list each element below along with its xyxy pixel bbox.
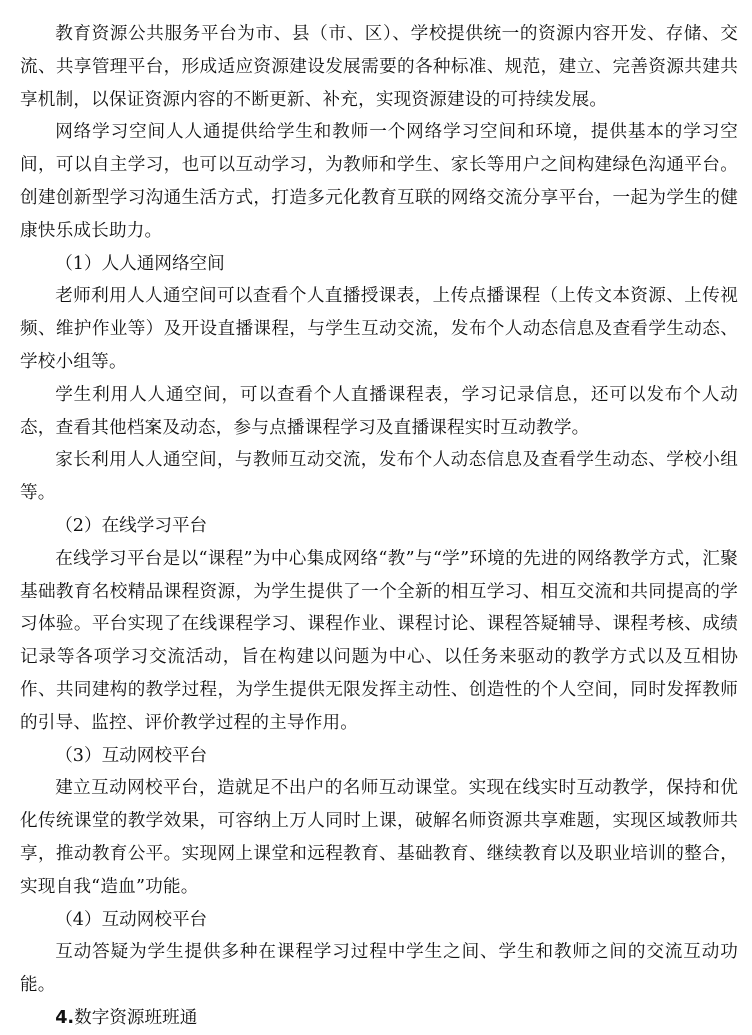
subheading-interactive-school-2: （4）互动网校平台 (55, 909, 208, 930)
paragraph-parent-usage: 家长利用人人通空间，与教师互动交流，发布个人动态信息及查看学生动态、学校小组等。 (20, 450, 738, 504)
paragraph-online-learning: 在线学习平台是以“课程”为中心集成网络“教”与“学”环境的先进的网络教学方式，汇聚基础教育名校精品课程资源，为学生提供了一个全新的相互学习、相互交流和共同提高的学习体验。平台实现了在线课程学习、课程作业、课程讨论、课程答疑辅导、课程考核、成绩记录等各项学习交流活动，旨在构建以问题为中心、以任务来驱动的教学方式以及互相协作、共同建构的教学过程，为学生提供无限发挥主动性、创造性的个人空间，同时发挥教师的引导、监控、评价教学过程的主导作用。 (20, 548, 738, 733)
subheading-renrentong: （1）人人通网络空间 (55, 253, 225, 274)
subheading-interactive-school: （3）互动网校平台 (55, 745, 208, 766)
paragraph-resource-platform: 教育资源公共服务平台为市、县（市、区）、学校提供统一的资源内容开发、存储、交流、共享管理平台，形成适应资源建设发展需要的各种标准、规范，建立、完善资源共建共享机制，以保证资源内容的不断更新、补充，实现资源建设的可持续发展。 (20, 24, 738, 110)
paragraph-student-usage: 学生利用人人通空间，可以查看个人直播课程表，学习记录信息，还可以发布个人动态，查看其他档案及动态，参与点播课程学习及直播课程实时互动教学。 (20, 384, 738, 438)
paragraph-learning-space: 网络学习空间人人通提供给学生和教师一个网络学习空间和环境，提供基本的学习空间，可以自主学习，也可以互动学习，为教师和学生、家长等用户之间构建绿色沟通平台。创建创新型学习沟通生活方式，打造多元化教育互联的网络交流分享平台，一起为学生的健康快乐成长助力。 (20, 122, 738, 241)
paragraph-teacher-usage: 老师利用人人通空间可以查看个人直播授课表，上传点播课程（上传文本资源、上传视频、维护作业等）及开设直播课程，与学生互动交流，发布个人动态信息及查看学生动态、学校小组等。 (20, 286, 738, 372)
section-heading (20, 1002, 738, 1035)
paragraph-interactive-qa: 互动答疑为学生提供多种在课程学习过程中学生之间、学生和教师之间的交流互动功能。 (20, 942, 738, 996)
subheading-online-learning: （2）在线学习平台 (55, 515, 208, 536)
paragraph-interactive-school: 建立互动网校平台，造就足不出户的名师互动课堂。实现在线实时互动教学，保持和优化传统课堂的教学效果，可容纳上万人同时上课，破解名师资源共享难题，实现区域教师共享，推动教育公平。实现网上课堂和远程教育、基础教育、继续教育以及职业培训的整合，实现自我“造血”功能。 (20, 778, 738, 897)
section-title: 数字资源班班通 (74, 1007, 198, 1028)
section-number: 4. (55, 1007, 75, 1028)
